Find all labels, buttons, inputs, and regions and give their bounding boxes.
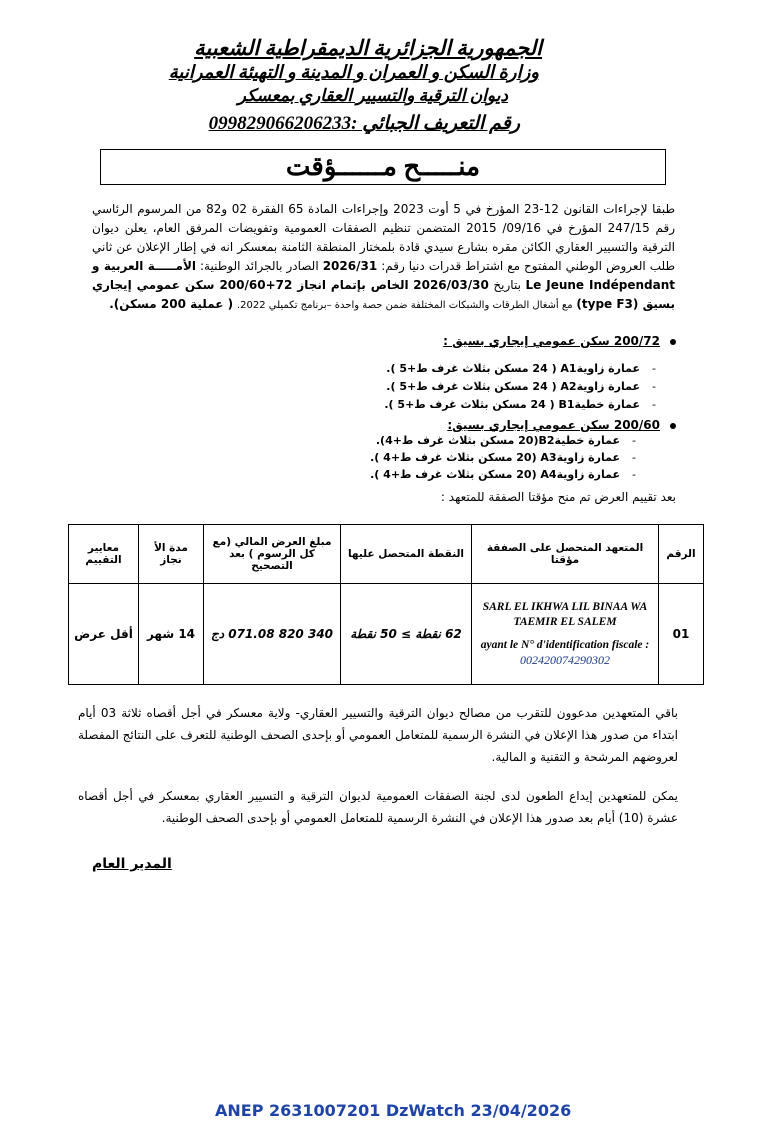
paragraph-appeals: يمكن للمتعهدين إيداع الطعون لدى لجنة الصفقات العمومية لديوان الترقية و التسيير العقاري بمعسكر في أجل أقصاه عشرة (10) أيام بعد صدور هذا الإعلان في النشرة الرسمية للمتعامل العمومي أو بإحدى الصحف الوطنية. xyxy=(78,789,678,825)
office-heading: ديوان الترقية والتسيير العقاري بمعسكر xyxy=(237,86,508,105)
after-evaluation-text: بعد تقييم العرض تم منح مؤقتا الصفقة للمتعهد : xyxy=(440,490,676,504)
col-header-score: النقطة المتحصل عليها xyxy=(341,525,472,584)
intro-part2: الصادر بالجرائد الوطنية: xyxy=(200,259,319,273)
col-header-number: الرقم xyxy=(659,525,704,584)
intro-part6: ( عملية 200 مسكن). xyxy=(109,297,234,311)
intro-part3: بتاريخ xyxy=(493,278,521,292)
cell-number: 01 xyxy=(659,584,704,685)
signature-title: المدير العام xyxy=(92,856,172,872)
lot-1-heading xyxy=(443,334,676,348)
intro-ref: 2026/31 xyxy=(322,259,378,273)
cell-duration: 14 شهر xyxy=(139,584,204,685)
table-row xyxy=(69,584,704,685)
col-header-criteria: معايير التقييم xyxy=(69,525,139,584)
bullet-icon xyxy=(670,339,676,345)
lot-1-item: -عمارة خطيةB1 ( 24 مسكن بثلاث غرف ط+5 ). xyxy=(384,398,656,411)
lot-2-heading xyxy=(447,418,676,432)
cell-score: 62 نقطة ≥ 50 نقطة xyxy=(341,584,472,685)
lot-2-item: -عمارة زاويةA4 (20 مسكن بثلاث غرف ط+4 ). xyxy=(370,468,636,481)
bidder-nif: 002420074290302 xyxy=(520,652,610,667)
intro-part5: مع أشغال الطرقات والشبكات المختلفة ضمن حصة واحدة –برنامج تكميلي 2022. xyxy=(236,300,573,311)
ministry-heading: وزارة السكن و العمران و المدينة و التهيئة العمرانية xyxy=(168,62,539,82)
bidder-nif-label: ayant le N° d'identification fiscale : xyxy=(480,638,650,651)
award-table xyxy=(68,524,704,685)
notice-title: منـــــح مــــــؤقت xyxy=(285,152,481,181)
tax-id: رقم التعريف الجبائي :099829066206233 xyxy=(208,113,520,134)
lot-1-label: 200/72 سكن عمومي إيجاري بسيق : xyxy=(443,334,660,348)
intro-newspapers: الأمـــــة العربية و Le Jeune Indépendant xyxy=(92,259,675,292)
intro-paragraph xyxy=(92,200,675,315)
cell-amount: 340 820 071.08 دج xyxy=(204,584,341,685)
cell-criteria: أقل عرض xyxy=(69,584,139,685)
republic-heading: الجمهورية الجزائرية الديمقراطية الشعبية xyxy=(194,36,542,60)
col-header-amount: مبلغ العرض المالي (مع كل الرسوم ) بعد التصحيح xyxy=(204,525,341,584)
intro-part4: الخاص بإتمام انجاز 72+200/60 سكن عمومي إيجاري بسيق (type F3) xyxy=(92,278,675,311)
intro-part1: طبقا لإجراءات القانون 12-23 المؤرخ في 5 أوت 2023 وإجراءات المادة 65 الفقرة 02 و82 من المرسوم الرئاسي رقم 247/15 المؤرخ في 09/16/ 2015 المتضمن تنظيم الصفقات العمومية وتفويضات المرفق العام، يعلن ديوان الترقية والتسيير العقاري الكائن مقره بشارع سيدي قادة بلمختار المنطقة الثامنة بمعسكر انه في إطار الإعلان عن ثاني طلب العروض الوطني المفتوح مع اشتراط قدرات دنيا رقم: xyxy=(92,202,676,273)
intro-date: 2026/03/30 xyxy=(413,278,489,292)
lot-2-item: -عمارة خطيةB2(20 مسكن بثلاث غرف ط+4). xyxy=(375,434,636,447)
bidder-name: SARL EL IKHWA LIL BINAA WA TAEMIR EL SALEM xyxy=(482,600,648,628)
col-header-bidder: المتعهد المتحصل على الصفقة مؤقتا xyxy=(472,525,659,584)
lot-2-label: 200/60 سكن عمومي إيجاري بسيق: xyxy=(447,418,660,432)
lot-2-item: -عمارة زاويةA3 (20 مسكن بثلاث غرف ط+4 ). xyxy=(370,451,636,464)
lot-1-item: -عمارة زاويةA1 ( 24 مسكن بثلاث غرف ط+5 ). xyxy=(386,362,656,375)
paragraph-results: باقي المتعهدين مدعوون للتقرب من مصالح ديوان الترقية والتسيير العقاري- ولاية معسكر في أجل أقصاه ثلاثة 03 أيام ابتداء من صدور هذا الإعلان في النشرة الرسمية للمتعامل العمومي أو بإحدى الصحف الوطنية للتعرف على النتائج المفصلة لعروضهم المرشحة و التقنية و المالية. xyxy=(78,706,679,764)
cell-bidder xyxy=(472,584,659,685)
bullet-icon xyxy=(670,423,676,429)
lot-1-item: -عمارة زاويةA2 ( 24 مسكن بثلاث غرف ط+5 ). xyxy=(386,380,656,393)
footer-reference: ANEP 2631007201 DzWatch 23/04/2026 xyxy=(215,1101,572,1120)
col-header-duration: مدة الأ نجاز xyxy=(139,525,204,584)
title-box xyxy=(100,149,666,185)
table-header-row xyxy=(69,525,704,584)
